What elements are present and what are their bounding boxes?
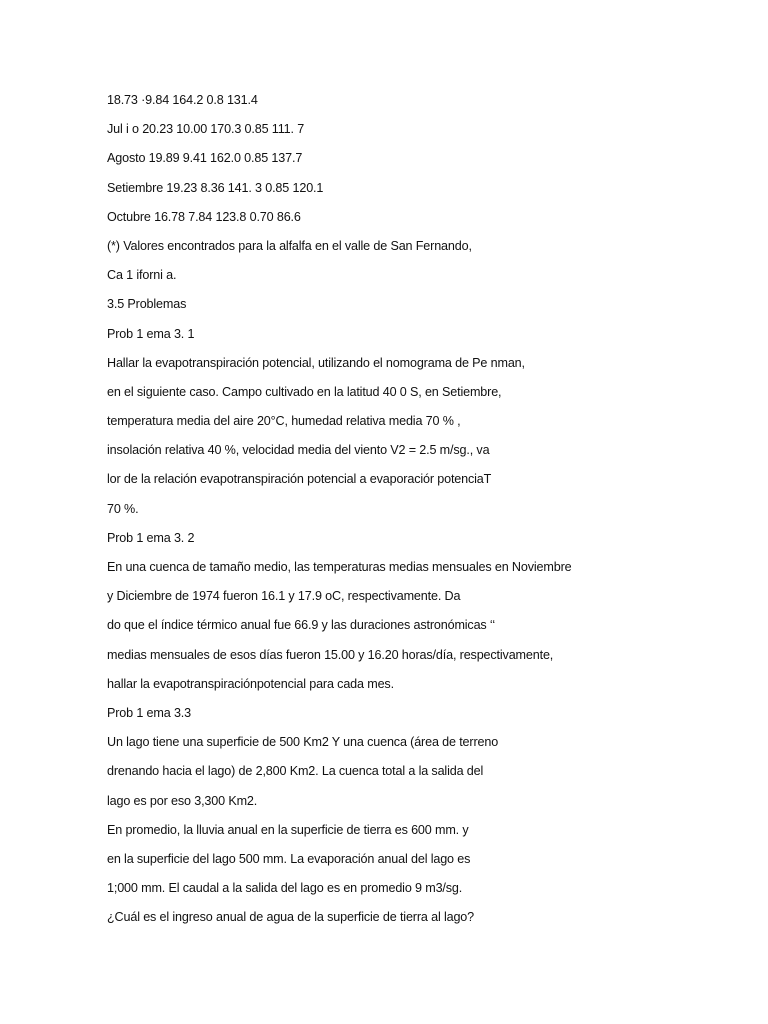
text-line: y Diciembre de 1974 fueron 16.1 y 17.9 oC, respectivamente. Da	[107, 589, 461, 604]
text-line: lago es por eso 3,300 Km2.	[107, 793, 258, 808]
text-line: Un lago tiene una superficie de 500 Km2 Y una cuenca (área de terreno	[107, 735, 499, 750]
text-line: en la superficie del lago 500 mm. La evaporación anual del lago es	[107, 851, 471, 866]
problem-heading: Prob 1 ema 3. 1	[107, 326, 195, 341]
text-line: en el siguiente caso. Campo cultivado en la latitud 40 0 S, en Setiembre,	[107, 384, 502, 399]
text-line: En una cuenca de tamaño medio, las temperaturas medias mensuales en Noviembre	[107, 560, 572, 574]
problem-heading: Prob 1 ema 3.3	[107, 705, 192, 720]
text-line: do que el índice térmico anual fue 66.9 y las duraciones astronómicas ‘‘	[107, 618, 496, 633]
question-line: ¿Cuál es el ingreso anual de agua de la superficie de tierra al lago?	[107, 910, 475, 925]
text-line: En promedio, la lluvia anual en la superficie de tierra es 600 mm. y	[107, 822, 469, 837]
text-line: hallar la evapotranspiraciónpotencial para cada mes.	[107, 676, 394, 691]
text-line: Jul i o 20.23 10.00 170.3 0.85 111. 7	[107, 122, 305, 137]
text-line: Hallar la evapotranspiración potencial, utilizando el nomograma de Pe nman,	[107, 355, 525, 370]
text-line: (*) Valores encontrados para la alfalfa en el valle de San Fernando,	[107, 238, 472, 253]
text-line: 1;000 mm. El caudal a la salida del lago es en promedio 9 m3/sg.	[107, 881, 463, 896]
text-line: Setiembre 19.23 8.36 141. 3 0.85 120.1	[107, 180, 324, 195]
section-heading: 3.5 Problemas	[107, 297, 187, 312]
text-line: Agosto 19.89 9.41 162.0 0.85 137.7	[107, 151, 303, 166]
text-line: drenando hacia el lago) de 2,800 Km2. La cuenca total a la salida del	[107, 764, 484, 779]
text-line: 70 %.	[107, 501, 139, 516]
text-line: medias mensuales de esos días fueron 15.00 y 16.20 horas/día, respectivamente,	[107, 647, 554, 662]
text-line: lor de la relación evapotranspiración potencial a evaporaciór potenciaT	[107, 472, 492, 487]
document-text	[107, 88, 747, 934]
problem-heading: Prob 1 ema 3. 2	[107, 530, 195, 545]
text-line: insolación relativa 40 %, velocidad media del viento V2 = 2.5 m/sg., va	[107, 443, 490, 458]
text-line: temperatura media del aire 20°C, humedad relativa media 70 % ,	[107, 414, 461, 429]
text-line: 18.73 ·9.84 164.2 0.8 131.4	[107, 93, 258, 107]
text-line: Octubre 16.78 7.84 123.8 0.70 86.6	[107, 209, 301, 224]
text-line: Ca 1 iforni a.	[107, 268, 177, 283]
